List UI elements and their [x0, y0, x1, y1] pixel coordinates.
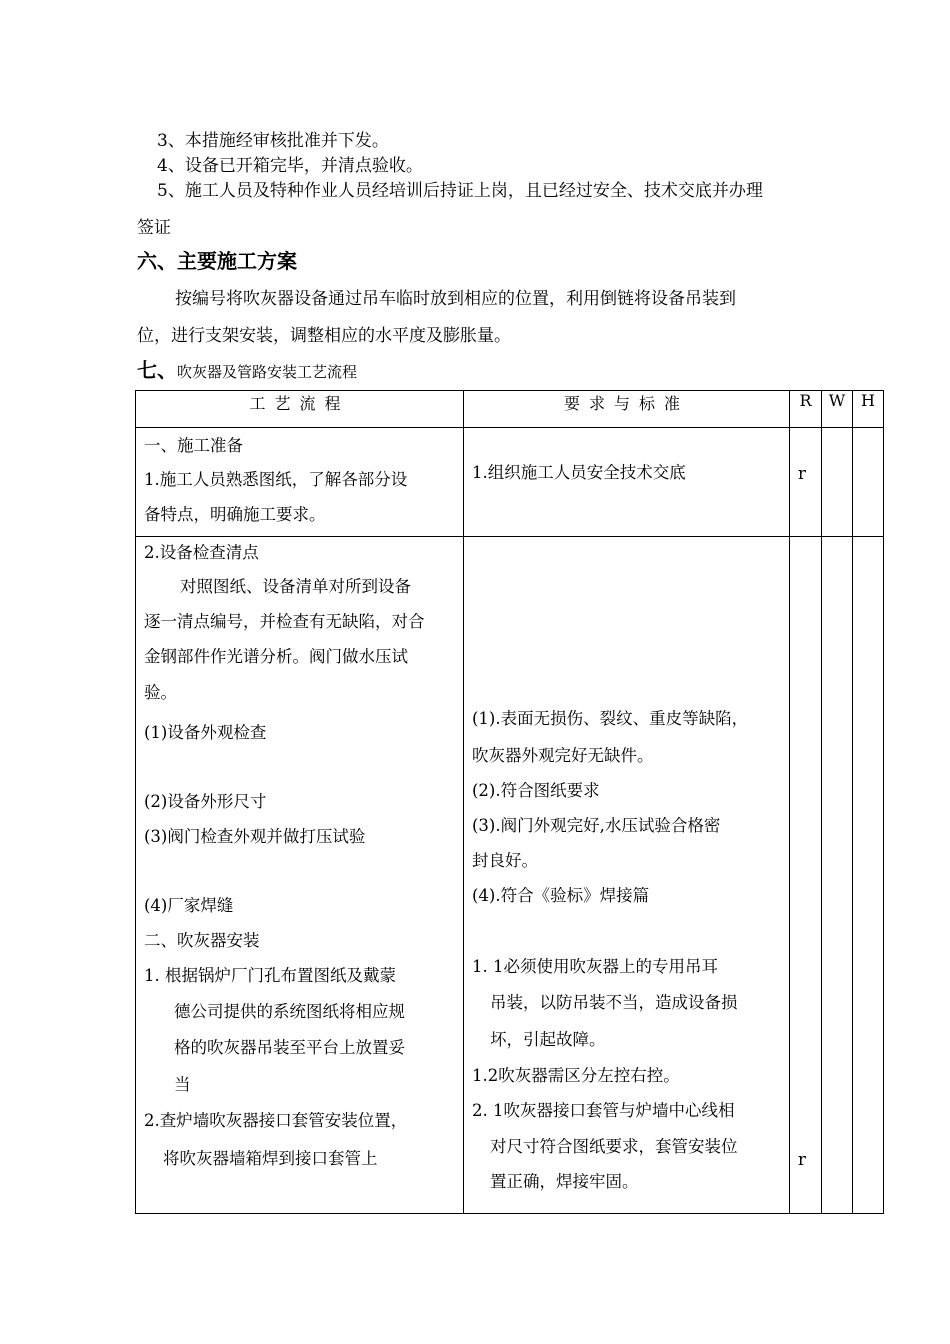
row2-r-cell — [790, 537, 822, 1214]
row2-standard-line: 封良好。 — [472, 851, 538, 870]
process-table — [135, 390, 884, 1214]
row1-standard-cell — [464, 428, 790, 537]
row1-r-mark: r — [798, 464, 806, 483]
table-header-row — [136, 391, 884, 428]
row2-standard-line: 置正确，焊接牢固。 — [490, 1172, 639, 1191]
row2-process-line: (2)设备外形尺寸 — [144, 792, 267, 811]
table-row — [136, 537, 884, 1214]
header-w: W — [822, 391, 853, 428]
row2-process-line: 德公司提供的系统图纸将相应规 — [174, 1002, 405, 1021]
row2-standard-line: 1.2吹灰器需区分左控右控。 — [472, 1066, 680, 1085]
row2-h-cell — [853, 537, 884, 1214]
row2-process-line: 格的吹灰器吊装至平台上放置妥 — [174, 1038, 405, 1057]
header-h: H — [853, 391, 884, 428]
row2-standard-line: (4).符合《验标》焊接篇 — [472, 886, 650, 905]
intro-item-4: 4、设备已开箱完毕，并清点验收。 — [157, 156, 423, 176]
row2-standard-line: 坏，引起故障。 — [490, 1030, 606, 1049]
row2-standard-cell — [464, 537, 790, 1214]
header-r: R — [790, 391, 822, 428]
row2-process-line: 验。 — [144, 683, 177, 702]
row1-standard-line: 1.组织施工人员安全技术交底 — [472, 463, 686, 482]
intro-item-5: 5、施工人员及特种作业人员经培训后持证上岗，且已经过安全、技术交底并办理 — [157, 181, 763, 201]
row2-process-line: 金钢部件作光谱分析。阀门做水压试 — [144, 647, 408, 666]
section-6-paragraph-line-2: 位，进行支架安装，调整相应的水平度及膨胀量。 — [137, 326, 511, 346]
row2-r-mark: r — [798, 1150, 806, 1169]
row1-process-line: 1.施工人员熟悉图纸，了解各部分设 — [144, 470, 408, 489]
table-row — [136, 428, 884, 537]
section-6-paragraph-line-1: 按编号将吹灰器设备通过吊车临时放到相应的位置，利用倒链将设备吊装到 — [175, 289, 736, 309]
row2-process-line: 2.查炉墙吹灰器接口套管安装位置， — [144, 1111, 408, 1130]
row2-process-line: 1. 根据锅炉厂门孔布置图纸及戴蒙 — [144, 966, 396, 985]
row2-process-line: 将吹灰器墙箱焊到接口套管上 — [163, 1149, 378, 1168]
intro-item-5-continued: 签证 — [137, 218, 171, 238]
row2-process-line: (3)阀门检查外观并做打压试验 — [144, 827, 366, 846]
row2-process-line: (1)设备外观检查 — [144, 723, 267, 742]
row2-standard-line: (1).表面无损伤、裂纹、重皮等缺陷， — [472, 709, 749, 728]
row2-standard-line: 2. 1吹灰器接口套管与炉墙中心线相 — [472, 1101, 735, 1120]
row2-w-cell — [822, 537, 853, 1214]
section-7-heading — [137, 354, 357, 383]
header-standard: 要求与标准 — [464, 391, 790, 428]
section-7-title: 吹灰器及管路安装工艺流程 — [177, 363, 358, 381]
row1-process-line: 一、施工准备 — [144, 436, 243, 455]
row2-process-line: 2.设备检查清点 — [144, 543, 259, 562]
section-6-heading: 六、主要施工方案 — [137, 249, 297, 273]
row2-process-cell — [136, 537, 464, 1214]
row2-standard-line: (2).符合图纸要求 — [472, 781, 600, 800]
row1-process-cell — [136, 428, 464, 537]
row1-r-cell — [790, 428, 822, 537]
row1-h-cell — [853, 428, 884, 537]
row2-standard-line: 对尺寸符合图纸要求，套管安装位 — [490, 1137, 738, 1156]
row1-w-cell — [822, 428, 853, 537]
row1-process-line: 备特点，明确施工要求。 — [144, 505, 326, 524]
row2-process-line: 二、吹灰器安装 — [144, 931, 260, 950]
intro-item-3: 3、本措施经审核批准并下发。 — [157, 131, 389, 151]
row2-standard-line: 吹灰器外观完好无缺件。 — [472, 746, 654, 765]
section-7-number: 七、 — [137, 358, 177, 382]
row2-process-line: 逐一清点编号，并检查有无缺陷，对合 — [144, 612, 425, 631]
row2-standard-line: (3).阀门外观完好,水压试验合格密 — [472, 816, 721, 835]
row2-process-line: (4)厂家焊缝 — [144, 896, 234, 915]
header-process: 工艺流程 — [136, 391, 464, 428]
row2-standard-line: 吊装，以防吊装不当，造成设备损 — [490, 993, 738, 1012]
row2-process-line: 对照图纸、设备清单对所到设备 — [180, 577, 411, 596]
row2-standard-line: 1. 1必须使用吹灰器上的专用吊耳 — [472, 957, 718, 976]
row2-process-line: 当 — [174, 1075, 191, 1094]
